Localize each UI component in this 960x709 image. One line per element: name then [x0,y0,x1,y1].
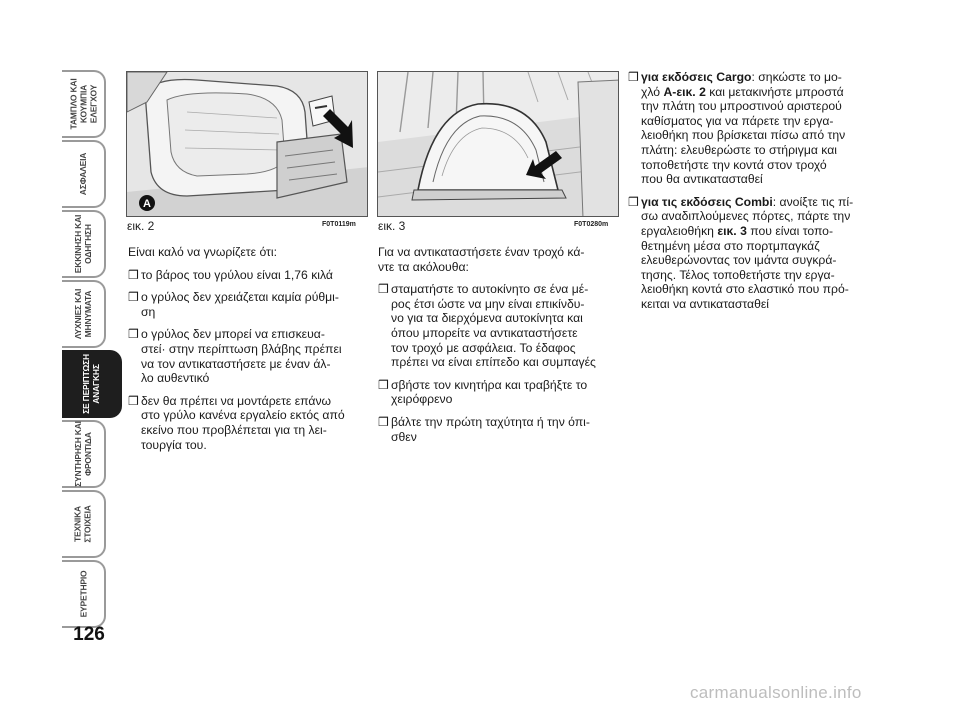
checkbox-bullet-icon: ❒ [128,393,139,408]
checkbox-bullet-icon: ❒ [378,377,389,392]
tab-label: ΤΕΧΝΙΚΑ ΣΤΟΙΧΕΙΑ [72,505,93,543]
cargo-illustration [378,72,619,217]
tab-maintenance-care[interactable] [62,420,106,488]
list-item [628,195,878,312]
tab-lights-messages[interactable] [62,280,106,348]
list-item-text: και μετακινήστε μπροστά την πλάτη του μπροστινού αριστερού καθίσματος για να πάρετε την εργα- λειοθήκη που βρίσκεται πίσω από την πλάτη: ελευθερώστε το στήριγμα και τοποθετήστε την κοντά στον τροχό που θα αντικατασταθεί [641,84,846,187]
text-column-2 [378,245,622,452]
list-item-text: ο γρύλος δεν μπορεί να επισκευα- στεί· στην περίπτωση βλάβης πρέπει να τον αντικαταστήσετε με έναν άλ- λο αυθεντικό [141,327,342,386]
figure-3-caption: εικ. 3 [378,219,406,233]
list-item-text: σταματήστε το αυτοκίνητο σε ένα μέ- ρος έτσι ώστε να μην είναι επικίνδυ- νο για τα διερχόμενα αυτοκίνητα και όπου μπορείτε να αντικαταστήσετε τον τροχό με ασφάλεια. Το έδαφος πρέπει να είναι επίπεδο και συμπαγές [391,282,596,370]
tab-label: ΣΥΝΤΗΡΗΣΗ ΚΑΙ ΦΡΟΝΤΙΔΑ [73,421,93,487]
list-item [378,378,622,407]
list-item-text: βάλτε την πρώτη ταχύτητα ή την όπι- σθεν [391,414,590,444]
list-item [128,290,368,319]
figure-2-code: F0T0119m [322,221,356,228]
list-item-text: που είναι τοπο- θετημένη μέσα στο πορτμπαγκάζ ελευθερώνοντας τον ιμάντα συγκρά- τησης. Τέλος τοποθετήστε την εργα- λειοθήκη κοντά στο ελαστικό που πρό- κειται να αντικατασταθεί [641,223,849,311]
figure-reference: A-εικ. 2 [663,84,706,99]
tab-label: ΕΚΚΙΝΗΣΗ ΚΑΙ ΟΔΗΓΗΣΗ [73,214,93,274]
list-item [628,70,878,187]
version-label: για τις εκδόσεις Combi [641,194,773,209]
intro-paragraph: Είναι καλό να γνωρίζετε ότι: [128,245,277,259]
checkbox-bullet-icon: ❒ [378,282,389,297]
tab-label: ΤΑΜΠΛΟ ΚΑΙ ΚΟΥΜΠΙΑ ΕΛΕΓΧΟΥ [68,78,99,130]
list-item [128,268,368,283]
checkbox-bullet-icon: ❒ [128,267,139,282]
tab-safety[interactable] [62,140,106,208]
tab-label: ΛΥΧΝΙΕΣ ΚΑΙ ΜΗΝΥΜΑΤΑ [73,288,93,340]
intro-paragraph: Για να αντικαταστήσετε έναν τροχό κά- ντε τα ακόλουθα: [378,245,585,274]
figure-seat-lever [126,71,368,217]
list-item-text: ο γρύλος δεν χρειάζεται καμία ρύθμι- ση [141,290,339,319]
tab-label: ΣΕ ΠΕΡΙΠΤΩΣΗ ΑΝΑΓΚΗΣ [81,354,101,414]
watermark: carmanualsonline.info [690,683,862,702]
list-item [128,394,368,452]
seat-illustration [127,72,368,217]
tab-index[interactable] [62,560,106,628]
version-label: για εκδόσεις Cargo [641,70,752,84]
tab-label: ΑΣΦΑΛΕΙΑ [78,152,88,196]
checkbox-bullet-icon: ❒ [128,327,139,342]
figure-2-caption: εικ. 2 [127,219,155,233]
checkbox-bullet-icon: ❒ [128,290,139,305]
checkbox-bullet-icon: ❒ [628,194,639,209]
checkbox-bullet-icon: ❒ [378,414,389,429]
figure-toolbox-cargo [377,71,619,217]
checkbox-bullet-icon: ❒ [628,70,639,84]
figure-reference: εικ. 3 [717,223,747,238]
text-column-3 [628,70,878,320]
list-item-text: : ανοίξτε τις πί- σω αναδιπλούμενες πόρτες, πάρτε την εργαλειοθήκη [641,194,854,238]
page-number: 126 [73,624,105,645]
list-item-text: δεν θα πρέπει να μοντάρετε επάνω στο γρύλο κανένα εργαλείο εκτός από εκείνο που προβλέπεται για τη λει- τουργία του. [141,393,345,452]
figure-marker-label: A [143,198,151,210]
list-item [378,415,622,444]
list-item-text: : σηκώστε το μο- χλό [641,70,842,99]
figure-3-code: F0T0280m [574,221,609,228]
tab-emergency[interactable] [62,350,122,418]
tab-starting-driving[interactable] [62,210,106,278]
list-item [128,327,368,385]
tab-dashboard-controls[interactable] [62,70,106,138]
tab-technical-data[interactable] [62,490,106,558]
tab-label: ΕΥΡΕΤΗΡΙΟ [78,570,89,618]
list-item-text: το βάρος του γρύλου είναι 1,76 κιλά [141,267,333,282]
list-item-text: σβήστε τον κινητήρα και τραβήξτε το χειρόφρενο [391,377,588,407]
text-column-1 [128,245,368,460]
list-item [378,282,622,370]
